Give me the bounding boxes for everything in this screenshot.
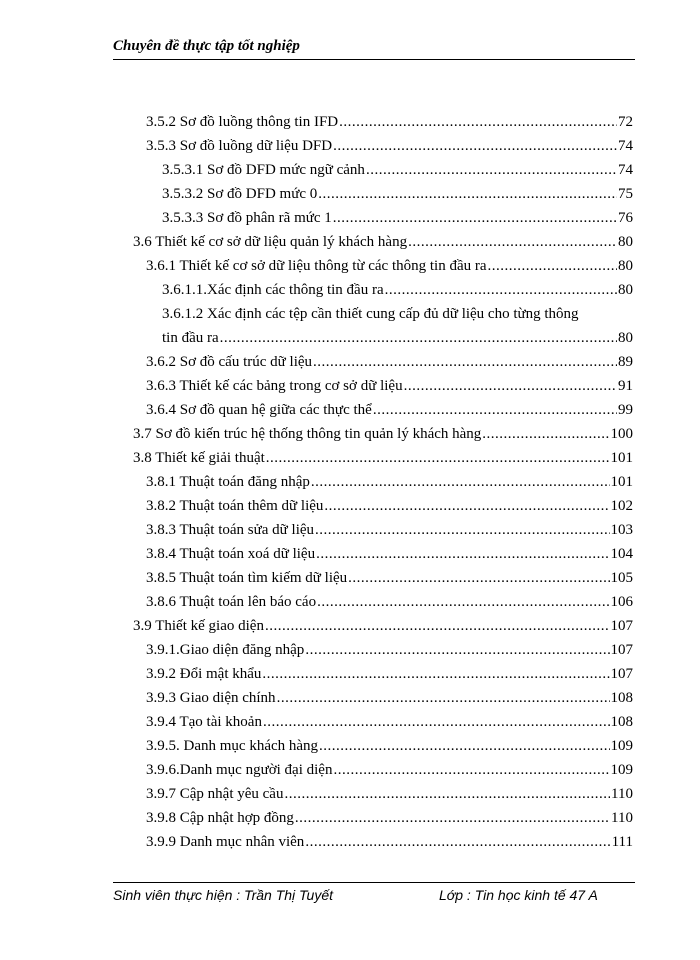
toc-entry[interactable]	[146, 713, 633, 731]
toc-entry-page: 80	[618, 330, 633, 346]
toc-entry-label: 3.5.3.3 Sơ đồ phân rã mức 1	[162, 210, 332, 226]
toc-entry[interactable]	[162, 281, 633, 299]
toc-entry-page: 103	[610, 522, 633, 538]
toc-leader	[333, 761, 609, 779]
toc-entry-page: 107	[610, 618, 633, 634]
page-header	[113, 38, 635, 60]
toc-leader	[277, 689, 610, 707]
toc-entry-label: 3.8.3 Thuật toán sửa dữ liệu	[146, 522, 315, 538]
toc-entry-label: 3.7 Sơ đồ kiến trúc hệ thống thông tin quản lý khách hàng	[133, 426, 482, 442]
toc-entry[interactable]	[146, 545, 633, 563]
toc-leader	[348, 569, 609, 587]
toc-entry-page: 109	[610, 762, 633, 778]
footer-student: Sinh viên thực hiện : Trần Thị Tuyết	[113, 887, 334, 903]
toc-entry-label: 3.5.3 Sơ đồ luồng dữ liệu DFD	[146, 138, 333, 154]
toc-entry[interactable]	[146, 257, 633, 275]
toc-entry[interactable]	[133, 425, 633, 443]
toc-entry-page: 101	[610, 450, 633, 466]
toc-entry-page: 101	[610, 474, 633, 490]
toc-entry-page: 107	[610, 666, 633, 682]
footer-class: Lớp : Tin học kinh tế 47 A	[439, 887, 598, 903]
toc-entry-label: 3.8.4 Thuật toán xoá dữ liệu	[146, 546, 316, 562]
toc-entry-label: 3.8 Thiết kế giải thuật	[133, 450, 265, 466]
toc-entry-label: 3.9.2 Đổi mật khẩu	[146, 666, 262, 682]
toc-leader	[284, 785, 610, 803]
toc-entry[interactable]	[162, 209, 633, 227]
toc-entry-label: 3.9.8 Cập nhật hợp đồng	[146, 810, 294, 826]
toc-entry[interactable]	[162, 185, 633, 203]
toc-leader	[488, 257, 617, 275]
toc-entry-page: 89	[618, 354, 633, 370]
toc-leader	[333, 137, 617, 155]
toc-entry-label: 3.8.5 Thuật toán tìm kiếm dữ liệu	[146, 570, 348, 586]
toc-entry[interactable]	[146, 785, 633, 803]
toc-leader	[319, 737, 609, 755]
toc-entry[interactable]	[146, 809, 633, 827]
toc-entry[interactable]	[146, 377, 633, 395]
toc-entry[interactable]	[146, 761, 633, 779]
toc-entry[interactable]	[146, 473, 633, 491]
toc-entry-label: 3.6.1.1.Xác định các thông tin đầu ra	[162, 282, 384, 298]
toc-leader	[220, 329, 617, 347]
toc-entry-label: 3.6 Thiết kế cơ sở dữ liệu quản lý khách hàng	[133, 234, 408, 250]
toc-entry-page: 102	[610, 498, 633, 514]
toc-entry-page: 80	[618, 234, 633, 250]
toc-entry-page: 110	[611, 786, 633, 802]
toc-entry-page: 72	[618, 114, 633, 130]
toc-entry-label: 3.6.4 Sơ đồ quan hệ giữa các thực thể	[146, 402, 372, 418]
toc-entry-page: 100	[610, 426, 633, 442]
toc-entry-page: 80	[618, 258, 633, 274]
toc-entry-label: 3.5.3.1 Sơ đồ DFD mức ngữ cảnh	[162, 162, 365, 178]
toc-leader	[295, 809, 610, 827]
toc-leader	[404, 377, 617, 395]
toc-entry-label: 3.9.1.Giao diện đăng nhập	[146, 642, 305, 658]
toc-leader	[263, 713, 610, 731]
toc-entry-label: 3.5.2 Sơ đồ luồng thông tin IFD	[146, 114, 339, 130]
toc-leader	[385, 281, 617, 299]
toc-leader	[373, 401, 617, 419]
toc-entry-label: 3.6.2 Sơ đồ cấu trúc dữ liệu	[146, 354, 313, 370]
toc-entry-page: 75	[618, 186, 633, 202]
toc-entry-label: 3.9.4 Tạo tài khoản	[146, 714, 262, 730]
page-footer	[113, 882, 635, 903]
toc-entry[interactable]	[133, 233, 633, 251]
toc-entry[interactable]	[146, 353, 633, 371]
toc-leader	[324, 497, 609, 515]
toc-entry-label: 3.9.7 Cập nhật yêu cầu	[146, 786, 284, 802]
toc-entry[interactable]	[146, 137, 633, 155]
toc-entry-label: 3.9.6.Danh mục người đại diện	[146, 762, 333, 778]
toc-entry-label: 3.5.3.2 Sơ đồ DFD mức 0	[162, 186, 318, 202]
toc-entry-label: 3.6.3 Thiết kế các bảng trong cơ sở dữ liệu	[146, 378, 403, 394]
toc-entry-page: 99	[618, 402, 633, 418]
toc-leader	[266, 449, 610, 467]
toc-entry[interactable]	[146, 401, 633, 419]
toc-entry-label: 3.9.5. Danh mục khách hàng	[146, 738, 319, 754]
toc-entry[interactable]	[146, 737, 633, 755]
toc-entry-page: 107	[610, 642, 633, 658]
toc-entry[interactable]	[146, 641, 633, 659]
toc-entry[interactable]	[146, 521, 633, 539]
toc-leader	[305, 641, 609, 659]
toc-entry[interactable]	[146, 497, 633, 515]
toc-leader	[315, 521, 609, 539]
toc-leader	[262, 665, 609, 683]
toc-entry[interactable]	[146, 833, 633, 851]
toc-entry-page: 76	[618, 210, 633, 226]
toc-entry[interactable]	[133, 617, 633, 635]
toc-entry-page: 91	[618, 378, 633, 394]
toc-entry-label: 3.8.6 Thuật toán lên báo cáo	[146, 594, 317, 610]
toc-entry-page: 105	[610, 570, 633, 586]
toc-entry[interactable]	[162, 329, 633, 347]
toc-leader	[316, 545, 609, 563]
toc-entry-label: 3.9.3 Giao diện chính	[146, 690, 276, 706]
toc-leader	[333, 209, 617, 227]
toc-leader	[305, 833, 610, 851]
toc-entry-page: 106	[610, 594, 633, 610]
toc-entry-page: 110	[611, 810, 633, 826]
toc-leader	[366, 161, 617, 179]
toc-entry[interactable]	[146, 689, 633, 707]
toc-entry[interactable]	[146, 593, 633, 611]
toc-leader	[311, 473, 610, 491]
toc-entry[interactable]	[146, 113, 633, 131]
toc-entry[interactable]	[133, 449, 633, 467]
toc-entry-page: 108	[610, 690, 633, 706]
toc-entry[interactable]	[146, 665, 633, 683]
toc-leader	[408, 233, 617, 251]
toc-entry[interactable]	[146, 569, 633, 587]
toc-entry-page: 80	[618, 282, 633, 298]
toc-entry-page: 111	[611, 834, 633, 850]
header-title: Chuyên đề thực tập tốt nghiệp	[113, 38, 300, 54]
toc-entry-page: 74	[618, 162, 633, 178]
toc-entry-label: 3.9.9 Danh mục nhân viên	[146, 834, 305, 850]
toc-entry-label: 3.8.2 Thuật toán thêm dữ liệu	[146, 498, 324, 514]
toc-leader	[318, 185, 617, 203]
toc-entry-label: tin đầu ra	[162, 330, 219, 346]
toc-entry-page: 109	[610, 738, 633, 754]
toc-leader	[339, 113, 617, 131]
toc-leader	[317, 593, 609, 611]
toc-entry-page: 104	[610, 546, 633, 562]
toc-entry-label: 3.8.1 Thuật toán đăng nhập	[146, 474, 310, 490]
toc-entry-page: 74	[618, 138, 633, 154]
toc-entry-label: 3.6.1 Thiết kế cơ sở dữ liệu thông từ các thông tin đầu ra	[146, 258, 487, 274]
toc-entry[interactable]	[162, 161, 633, 179]
toc-leader	[265, 617, 610, 635]
toc-leader	[482, 425, 609, 443]
toc-entry-label-line1[interactable]: 3.6.1.2 Xác định các tệp cần thiết cung cấp đủ dữ liệu cho từng thông	[162, 306, 579, 322]
toc-leader	[313, 353, 617, 371]
toc-entry-page: 108	[610, 714, 633, 730]
toc-entry-label: 3.9 Thiết kế giao diện	[133, 618, 264, 634]
